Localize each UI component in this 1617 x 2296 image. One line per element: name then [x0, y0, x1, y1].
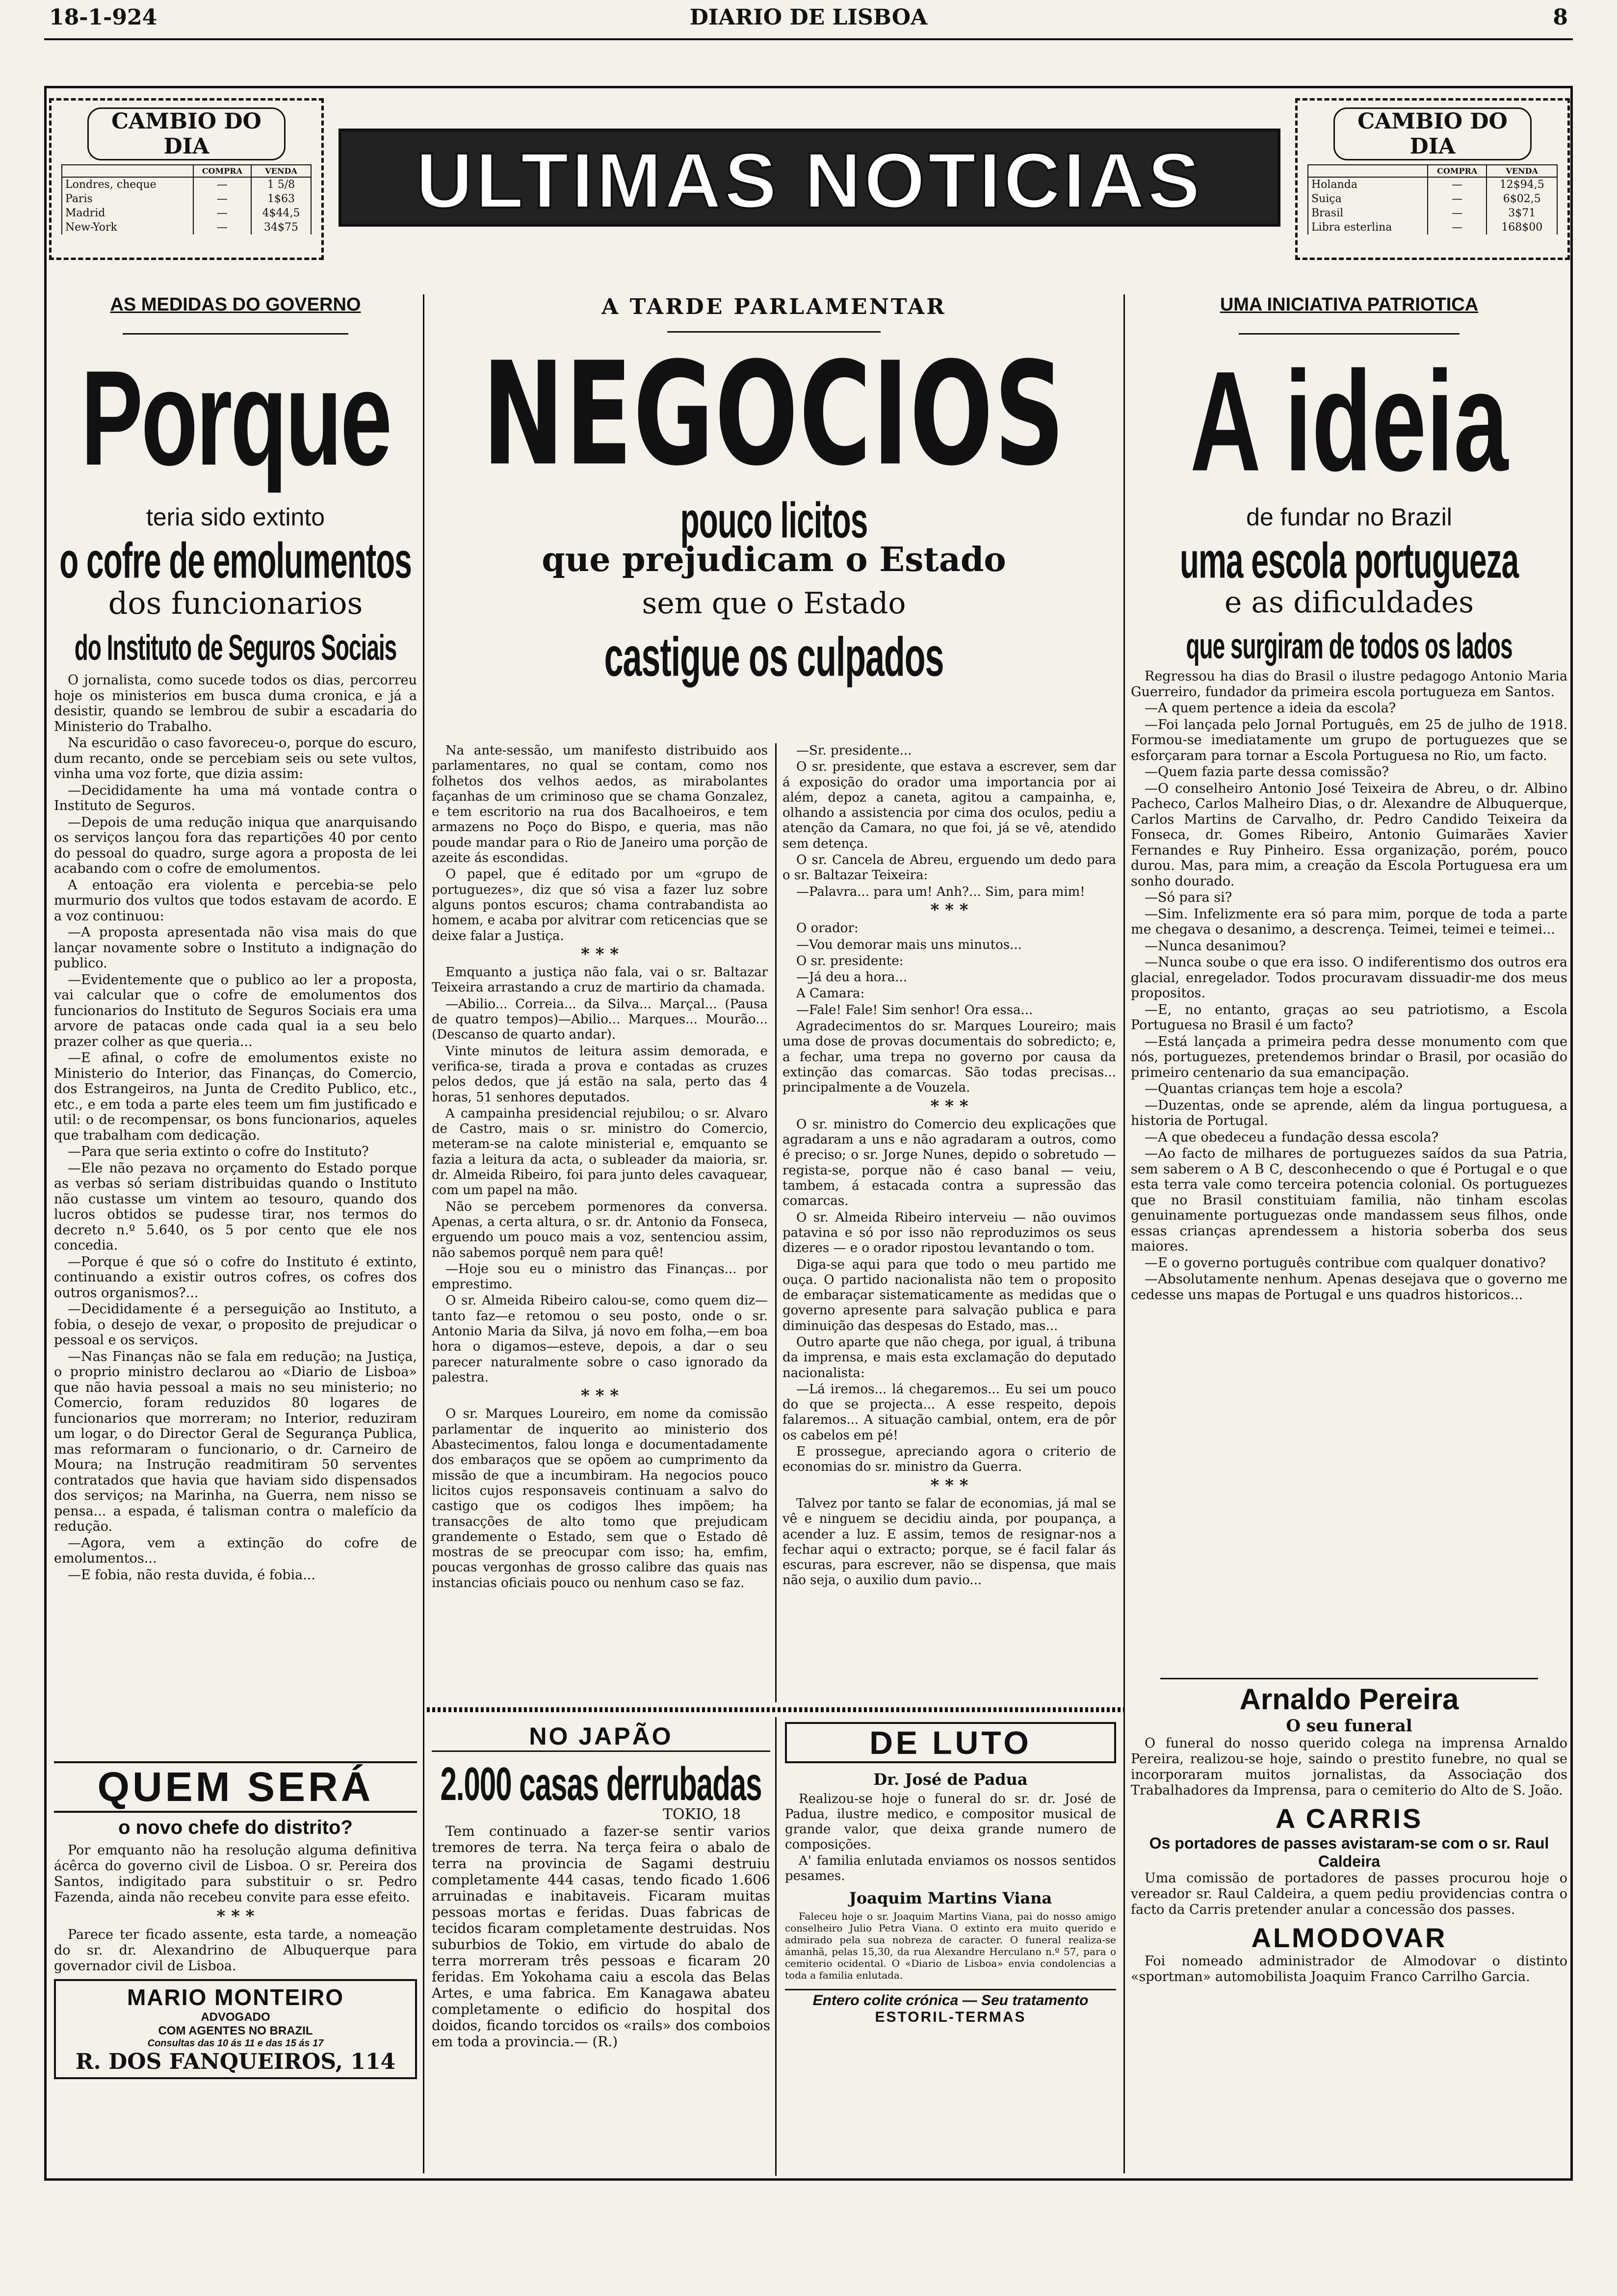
paragraph: O sr. Marques Loureiro, em nome da comissão parlamentar de inquerito ao ministerio dos Abastecimentos, falou longa e documentadamente dos embaraços que se opõem ao cumprimento da missão de que a incumbiram. Ha negocios pouco licitos cujos responsaveis continuam a salvo do castigo que os codigos lhes impõem; ha transacções de alto tomo que prejudicam grandemente o Estado, sem que o Estado dê mostras de se preocupar com isso; ha, emfim, poucas vergonhas de grosso calibre das quais nas instancias oficiais pouco ou nenhum caso se faz.	[432, 1407, 768, 1591]
paragraph: —E o governo português contribue com qualquer donativo?	[1145, 1255, 1546, 1271]
paragraph: A entoação era violenta e percebia-se pelo murmurio dos vultos que todos estavam de acordo. E a voz continuou:	[54, 877, 417, 924]
headline: Porque	[80, 343, 391, 494]
table-row	[62, 206, 311, 220]
compra: —	[193, 220, 251, 235]
paragraph: —Para que seria extinto o cofre do Instituto?	[68, 1144, 369, 1159]
deceased-name: Dr. José de Padua	[873, 1770, 1028, 1789]
paragraph: —Quem fazia parte dessa comissão?	[1145, 764, 1389, 780]
cambio-table	[61, 164, 312, 235]
venda: 12$94,5	[1487, 177, 1557, 192]
paragraph: O jornalista, como sucede todos os dias, percorreu hoje os ministerios em busca duma cronica, e já a desistir, quando se lembrou de subir a escadaria do Ministerio do Trabalho.	[54, 673, 417, 734]
paragraph: Faleceu hoje o sr. Joaquim Martins Viana, pai do nosso amigo conselheiro Julio Petra Viana. O extinto era muito querido e admirado pela sua nobreza de caracter. O funeral realiza-se ámanhã, pelas 15,30, da rua Alexandre Herculano n.º 57, para o cemiterio ocidental. O «Diario de Lisboa» envia condolencias a toda a familia enlutada.	[785, 1910, 1116, 1981]
almodovar-title: ALMODOVAR	[1251, 1922, 1447, 1953]
paragraph: O sr. ministro do Comercio deu explicações que agradaram a uns e não agradaram a outros, como é preciso; o sr. Jorge Nunes, depido o sobretudo — regista-se, porque não é caso banal — veiu, tambem, á estacada contra a supressão das comarcas.	[782, 1117, 1116, 1209]
paragraph: Parece ter ficado assente, esta tarde, a nomeação do sr. dr. Alexandrino de Albuquerque para governador civil de Lisboa.	[54, 1927, 417, 1974]
venda: 3$71	[1487, 206, 1557, 220]
cambio-table	[1307, 164, 1558, 235]
ad-role: ADVOGADO	[201, 2010, 270, 2024]
col-compra: COMPRA	[193, 165, 251, 177]
column-divider	[775, 1717, 777, 2176]
separator	[1160, 1678, 1538, 1679]
paragraph: Emquanto a justiça não fala, vai o sr. Baltazar Teixeira arrastando a cruz de martirio da chamada.	[432, 965, 768, 995]
article-center-col2	[782, 743, 1116, 1590]
paragraph: —Absolutamente nenhum. Apenas desejava que o governo me cedesse uns mapas de Portugal e uns quadros historicos...	[1131, 1272, 1567, 1303]
banner-text: ULTIMAS NOTICIAS	[416, 136, 1203, 224]
place: New-York	[62, 220, 193, 235]
col-compra: COMPRA	[1428, 165, 1487, 177]
table-row	[1308, 220, 1557, 235]
paragraph: O funeral do nosso querido colega na imprensa Arnaldo Pereira, realizou-se hoje, saindo o prestito funebre, no qual se incorporaram muitos jornalistas, da Associação dos Trabalhadores da Imprensa, para o cemiterio do Alto de S. João.	[1131, 1736, 1567, 1798]
paragraph: E prossegue, apreciando agora o criterio de economias do sr. ministro da Guerra.	[782, 1444, 1116, 1475]
subheadline: e as dificuldades	[1224, 585, 1474, 620]
paragraph: O sr. Almeida Ribeiro calou-se, como quem diz—tanto faz—e retomou o seu posto, onde o sr. Antonio Maria da Silva, já novo em folha,—em boa hora o digamos—esteve, depois, a dar o seu parecer naturalmente sobre o caso ignorado da palestra.	[432, 1293, 768, 1385]
col-venda: VENDA	[251, 165, 311, 177]
paragraph: Vinte minutos de leitura assim demorada, e verifica-se, tirada a prova e contadas as cruzes pelos dedos, que já estão na sala, perto das 4 horas, 51 senhores deputados.	[432, 1044, 768, 1105]
paragraph: Na ante-sessão, um manifesto distribuido aos parlamentares, no qual se contam, como nos folhetos dos velhos aedos, as mirabolantes façanhas de um criminoso que se chama Gonzalez, e tem escritorio na rua dos Bacalhoeiros, e tem armazens no Poço do Bispo, e queria, mas não poude mandar para o Rio de Janeiro uma porção de azeite ás escondidas.	[432, 743, 768, 866]
paragraph: —Decididamente ha uma má vontade contra o Instituto de Seguros.	[54, 783, 417, 813]
paragraph: —E afinal, o cofre de emolumentos existe no Ministerio do Interior, das Finanças, do Comercio, dos Estrangeiros, na Junta de Credito Publico, etc., etc., e em toda a parte eles teem um fim justificado e util: o de recompensar, os bons funcionarios, aqueles que trabalham com dedicação.	[54, 1050, 417, 1143]
arnaldo-title: Arnaldo Pereira	[1239, 1683, 1459, 1716]
ad-line: Entero colite crónica — Seu tratamento	[812, 1992, 1089, 2009]
ad-address: R. DOS FANQUEIROS, 114	[75, 2049, 396, 2074]
venda: 6$02,5	[1487, 192, 1557, 206]
quem-sera-article	[54, 1761, 417, 2079]
luto-body-small	[785, 1910, 1116, 1981]
paragraph: —A quem pertence a ideia da escola?	[1145, 701, 1396, 716]
place: Madrid	[62, 206, 193, 220]
place: Brasil	[1308, 206, 1428, 220]
col-venda: VENDA	[1487, 165, 1557, 177]
paragraph: —Quantas crianças tem hoje a escola?	[1145, 1081, 1403, 1096]
table-row	[1308, 206, 1557, 220]
almodovar-body	[1131, 1954, 1567, 1985]
ad-hours: Consultas das 10 ás 11 e das 15 ás 17	[147, 2038, 324, 2049]
kicker: AS MEDIDAS DO GOVERNO	[110, 294, 361, 315]
paragraph: —Nunca desanimou?	[1145, 938, 1286, 954]
dateline: TOKIO, 18	[663, 1806, 741, 1823]
subheadline: dos funcionarios	[108, 585, 363, 621]
newspaper-title: DIARIO DE LISBOA	[689, 5, 928, 30]
paragraph: —Abilio... Correia... da Silva... Marçal... (Pausa de quatro tempos)—Abilio... Marques... Mourão... (Descanso de quarto andar).	[432, 996, 768, 1043]
luto-article	[785, 1722, 1116, 2026]
paragraph: —Nas Finanças não se fala em redução; na Justiça, o proprio ministro declarou ao «Diario de Lisboa» que não havia pessoal a mais no seu ministerio; no Comercio, foram reduzidos 80 logares de funcionarios que morreram; no Interior, reduziram um logar, o do Director Geral de Segurança Publica, mas reformaram o funcionario, o dr. Carneiro de Moura; na Instrução readmitiram 50 serventes contratados que havia que haviam sido dispensados dos serviços; na Marinha, na Guerra, nem nisso se pensa... a espada, é talisman contra o malefício da redução.	[54, 1349, 417, 1534]
right-bottom-articles	[1131, 1678, 1567, 1986]
paragraph: Não se percebem pormenores da conversa. Apenas, a certa altura, o sr. dr. Antonio da Fonseca, erguendo um pouco mais a voz, sentenciou assim, não sabemos porquê nem para quê!	[432, 1199, 768, 1260]
ad-line: COM AGENTES NO BRAZIL	[158, 2024, 313, 2037]
header-rule	[44, 38, 1573, 40]
subheadline: teria sido extinto	[146, 503, 325, 531]
article-body	[1131, 669, 1567, 1303]
article-right	[1131, 294, 1567, 1304]
table-row	[1308, 177, 1557, 192]
paragraph: Talvez por tanto se falar de economias, já mal se vê e ninguem se decidiu ainda, por poupança, a acender a luz. E assim, temos de resignar-nos a fechar aqui o extracto; porque, se é facil falar ás escuras, para escrever, não se dispensa, que mais não seja, o auxilio dum pavio...	[782, 1496, 1116, 1588]
paragraph: A' familia enlutada enviamos os nossos sentidos pesames.	[785, 1853, 1116, 1883]
cambio-title: CAMBIO DO DIA	[1333, 107, 1532, 160]
headline: A ideia	[1190, 342, 1509, 501]
advertisement	[54, 1979, 417, 2079]
subheadline: o cofre de emolumentos	[59, 532, 412, 589]
subheadline: pouco licitos	[680, 492, 868, 548]
column-divider	[775, 743, 777, 1702]
quem-title: QUEM SERÁ	[54, 1761, 417, 1813]
paragraph: Outro aparte que não chega, por igual, á tribuna da imprensa, e mais esta exclamação do deputado nacionalista:	[782, 1334, 1116, 1381]
article-body	[54, 673, 417, 1583]
paragraph: —Vou demorar mais uns minutos...	[796, 937, 1022, 952]
separator-stars: * * *	[930, 900, 968, 920]
table-row	[62, 192, 311, 206]
paragraph: —Ao facto de milhares de portuguezes saídos da sua Patria, sem saberem o A B C, desconhecendo o que é Portugal e o que esta terra vale como terceira potencia colonial. Os portuguezes que no Brasil constituiam familia, não tinham escolas genuinamente portuguezas onde mandassem seus filhos, onde essas crianças aprendessem a historia soberba dos seus maiores.	[1131, 1146, 1567, 1254]
place: Londres, cheque	[62, 177, 193, 192]
carris-body	[1131, 1871, 1567, 1918]
paragraph: Realizou-se hoje o funeral do sr. dr. José de Padua, ilustre medico, e compositor musical de grande valor, que deixa grande numero de composições.	[785, 1792, 1116, 1852]
paragraph: —Ele não pezava no orçamento do Estado porque as verbas só seriam distribuidas quando o Instituto não custasse um vintem ao tesouro, quando dos lucros obtidos se pudesse tirar, nos termos do decreto n.º 5.640, os 5 por cento que ele nos concedia.	[54, 1160, 417, 1253]
place: Paris	[62, 192, 193, 206]
column-divider	[423, 294, 424, 2173]
deceased-name: Joaquim Martins Viana	[849, 1889, 1052, 1907]
separator-stars: * * *	[930, 1096, 968, 1116]
paragraph: Tem continuado a fazer-se sentir varios tremores de terra. Na terça feira o abalo de terra na provincia de Sagami destruiu completamente 444 casas, tendo ficado 1.606 arruinadas e inabitaveis. Ficaram muitas pessoas mortas e feridas. Duas fabricas de tecidos ficaram completamente destruidas. Nos suburbios de Tokio, em virtude do abalo de terra morreram três pessoas e ficaram 20 feridas. Em Yokohama caiu a escola das Belas Artes, e uma fabrica. Em Kanagawa abateu completamente o edificio do hospital dos doidos, ficando torcidos os «rails» dos comboios em toda a provincia.— (R.)	[432, 1823, 770, 2050]
paragraph: Por emquanto não ha resolução alguma definitiva ácêrca do governo civil de Lisboa. O sr. Pereira dos Santos, indigitado para substituir o sr. Pedro Fazenda, ainda não recebeu convite para esse efeito.	[54, 1843, 417, 1905]
subheadline: do Instituto de Seguros Sociais	[74, 626, 397, 668]
paragraph: O sr. Cancela de Abreu, erguendo um dedo para o sr. Baltazar Teixeira:	[782, 853, 1116, 883]
paragraph: —Duzentas, onde se aprende, além da lingua portuguesa, a historia de Portugal.	[1131, 1097, 1567, 1128]
table-row	[62, 177, 311, 192]
paragraph: —Lá iremos... lá chegaremos... Eu sei um pouco do que se projecta... A esse respeito, depois falaremos... A situação cambial, ontem, era de pôr os cabelos em pé!	[782, 1382, 1116, 1443]
paragraph: —Agora, vem a extinção do cofre de emolumentos...	[54, 1535, 417, 1566]
table-row	[62, 220, 311, 235]
paragraph: —Depois de uma redução iniqua que anarquisando os serviços lançou fora das repartições 40 por cento do pessoal do quadro, surge agora a proposta de lei acabando com o cofre de emolumentos.	[54, 814, 417, 876]
kicker: A TARDE PARLAMENTAR	[601, 294, 946, 319]
place: Libra esterlina	[1308, 220, 1428, 235]
paragraph: —Evidentemente que o publico ao ler a proposta, vai calcular que o cofre de emolumentos dos funcionarios do Instituto de Seguros Sociais era uma arvore de patacas onde cada qual ia a seu belo prazer colher as que queria...	[54, 972, 417, 1049]
carris-sub: Os portadores de passes avistaram-se com o sr. Raul Caldeira	[1149, 1834, 1549, 1870]
luto-title: DE LUTO	[785, 1722, 1116, 1763]
headline: 2.000 casas derrubadas	[440, 1757, 762, 1810]
page-number: 8	[1553, 5, 1568, 30]
paragraph: —Sr. presidente...	[796, 743, 912, 758]
paragraph: —E fobia, não resta duvida, é fobia...	[68, 1567, 315, 1583]
venda: 4$44,5	[251, 206, 311, 220]
paragraph: —E, no entanto, graças ao seu patriotismo, a Escola Portuguesa no Brasil é um facto?	[1131, 1002, 1567, 1033]
paragraph: —Só para si?	[1145, 890, 1232, 905]
article-center-col1	[432, 743, 768, 1592]
paragraph: —Já deu a hora...	[796, 970, 908, 985]
compra: —	[1428, 206, 1487, 220]
page-header	[49, 5, 1568, 34]
cambio-left	[49, 98, 324, 260]
paragraph: —A que obedeceu a fundação dessa escola?	[1145, 1129, 1439, 1145]
japao-article	[432, 1722, 770, 2051]
paragraph: Diga-se aqui para que todo o meu partido me ouça. O partido nacionalista não tem o proposito de embaraçar sistematicamente as medidas que o governo apresente para salvação publica e para diminuição das despesas do Estado, mas...	[782, 1257, 1116, 1333]
paragraph: —Sim. Infelizmente era só para mim, porque de toda a parte me chegava o desanimo, a descrença. Teimei, teimei e teimei...	[1131, 906, 1567, 937]
compra: —	[193, 192, 251, 206]
ad-name: MARIO MONTEIRO	[127, 1984, 344, 2010]
ad-line: ESTORIL-TERMAS	[875, 2009, 1026, 2025]
paragraph: —O conselheiro Antonio José Teixeira de Abreu, o dr. Albino Pacheco, Carlos Malheiro Dias, o dr. Alexandre de Albuquerque, Carlos Martins de Carvalho, dr. Pedro Candido Teixeira da Fonseca, dr. Gomes Ribeiro, Antonio Guimarães Xavier Fernandes e Ruy Pinheiro. Essa organização, porém, pouco durou. Mas, para mim, a creação da Escola Portuguesa era um sonho dourado.	[1131, 781, 1567, 889]
luto-body	[785, 1792, 1116, 1884]
cambio-right	[1295, 98, 1570, 260]
venda: 34$75	[251, 220, 311, 235]
kicker: UMA INICIATIVA PATRIOTICA	[1220, 294, 1479, 315]
paragraph: —A proposta apresentada não visa mais do que lançar novamente sobre o Instituto a indignação do publico.	[54, 925, 417, 971]
paragraph: O orador:	[796, 921, 859, 936]
paragraph: A campainha presidencial rejubilou; o sr. Alvaro de Castro, mais o sr. ministro do Comercio, meteram-se na calote ministerial e, emquanto se fazia a leitura da acta, o subleader da maioria, sr. dr. Almeida Ribeiro, foi para junto deles cavaquear, com um papel na mão.	[432, 1106, 768, 1198]
compra: —	[193, 177, 251, 192]
compra: —	[1428, 192, 1487, 206]
subheadline: que surgiram de todos os lados	[1186, 625, 1513, 666]
paragraph: Regressou ha dias do Brasil o ilustre pedagogo Antonio Maria Guerreiro, fundador da primeira escola portugueza em Santos.	[1131, 669, 1567, 700]
paragraph: O sr. presidente:	[796, 953, 904, 968]
dotted-separator	[427, 1707, 1123, 1712]
separator-stars: * * *	[930, 1475, 968, 1495]
separator-stars: * * *	[216, 1906, 255, 1926]
separator-stars: * * *	[580, 944, 619, 964]
venda: 1$63	[251, 192, 311, 206]
subheadline: de fundar no Brazil	[1246, 503, 1452, 531]
japao-body	[432, 1823, 770, 2050]
subheadline: que prejudicam o Estado	[542, 540, 1006, 579]
cambio-title: CAMBIO DO DIA	[87, 107, 286, 160]
paragraph: —Nunca soube o que era isso. O indiferentismo dos outros era glacial, enregelador. Todos procuravam dissuadir-me dos meus propositos.	[1131, 955, 1567, 1001]
venda: 168$00	[1487, 220, 1557, 235]
paragraph: —Fale! Fale! Sim senhor! Ora essa...	[796, 1002, 1033, 1018]
header-date: 18-1-924	[49, 5, 157, 30]
carris-title: A CARRIS	[1275, 1803, 1423, 1834]
quem-sub: o novo chefe do distrito?	[118, 1817, 353, 1838]
compra: —	[1428, 220, 1487, 235]
subheadline: castigue os culpados	[604, 626, 944, 688]
table-row	[1308, 192, 1557, 206]
paragraph: —Palavra... para um! Anh?... Sim, para mim!	[796, 884, 1085, 899]
paragraph: Foi nomeado administrador de Almodovar o distinto «sportman» automobilista Joaquim Franco Carrilho Garcia.	[1131, 1954, 1567, 1984]
paragraph: Uma comissão de portadores de passes procurou hoje o vereador sr. Raul Caldeira, a quem pediu providencias contra o facto da Carris pretender anular a concessão dos passes.	[1131, 1871, 1567, 1917]
paragraph: O sr. presidente, que estava a escrever, sem dar á exposição do orador uma importancia por ai além, depoz a caneta, agitou a campainha, e, olhando a assistencia por cima dos oculos, pediu a atenção da Camara, no que foi, já se vê, atendido sem detença.	[782, 759, 1116, 851]
paragraph: —Decididamente é a perseguição ao Instituto, a fobia, o desejo de vexar, o proposito de prejudicar o pessoal e os serviços.	[54, 1302, 417, 1348]
article-center	[432, 294, 1116, 688]
paragraph: —Porque é que só o cofre do Instituto é extinto, continuando a existir outros cofres, os cofres dos outros organismos?...	[54, 1254, 417, 1301]
place: Holanda	[1308, 177, 1428, 192]
paragraph: —Hoje sou eu o ministro das Finanças... por emprestimo.	[432, 1261, 768, 1292]
ultimas-noticias-banner	[339, 129, 1280, 227]
column-divider	[1123, 294, 1125, 2173]
paragraph: —Foi lançada pelo Jornal Português, em 25 de julho de 1918. Formou-se imediatamente um grupo de portuguezes que se esforçaram para tornar a Escola Portuguesa no Rio, um facto.	[1131, 717, 1567, 763]
subheadline: sem que o Estado	[642, 586, 906, 621]
quem-body	[54, 1843, 417, 1974]
compra: —	[193, 206, 251, 220]
paragraph: O papel, que é editado por um «grupo de portuguezes», diz que só visa a fazer luz sobre alguns pontos escuros; chama contrabandista ao homem, e acaba por alvitrar com reticencias que se deixe falar a Justiça.	[432, 867, 768, 943]
paragraph: Na escuridão o caso favoreceu-o, porque do escuro, dum recanto, onde se percebiam seis ou sete vultos, vinha uma voz forte, que dizia assim:	[54, 735, 417, 782]
article-left	[54, 294, 417, 1584]
paragraph: Agradecimentos do sr. Marques Loureiro; mais uma dose de provas documentais do sobredicto; e, a fechar, uma trepa no governo por causa da extinção das comarcas. São todas precisas... principalmente a de Vouzela.	[782, 1019, 1116, 1096]
arnaldo-body	[1131, 1736, 1567, 1799]
compra: —	[1428, 177, 1487, 192]
separator-stars: * * *	[580, 1386, 619, 1406]
paragraph: —Está lançada a primeira pedra desse monumento com que nós, portuguezes, pretendemos brindar o Brasil, por ocasião do primeiro centenario da sua emancipação.	[1131, 1034, 1567, 1080]
kicker: NO JAPÃO	[432, 1722, 770, 1752]
paragraph: A Camara:	[796, 986, 865, 1001]
headline: NEGOCIOS	[482, 332, 1066, 498]
paragraph: O sr. Almeida Ribeiro interveiu — não ouvimos patavina e só por isso não reproduzimos os seus dizeres — e o orador ripostou levantando o tom.	[782, 1210, 1116, 1256]
arnaldo-sub: O seu funeral	[1286, 1716, 1412, 1736]
advertisement	[785, 1989, 1116, 2026]
subheadline: uma escola portugueza	[1179, 532, 1519, 589]
place: Suiça	[1308, 192, 1428, 206]
venda: 1 5/8	[251, 177, 311, 192]
